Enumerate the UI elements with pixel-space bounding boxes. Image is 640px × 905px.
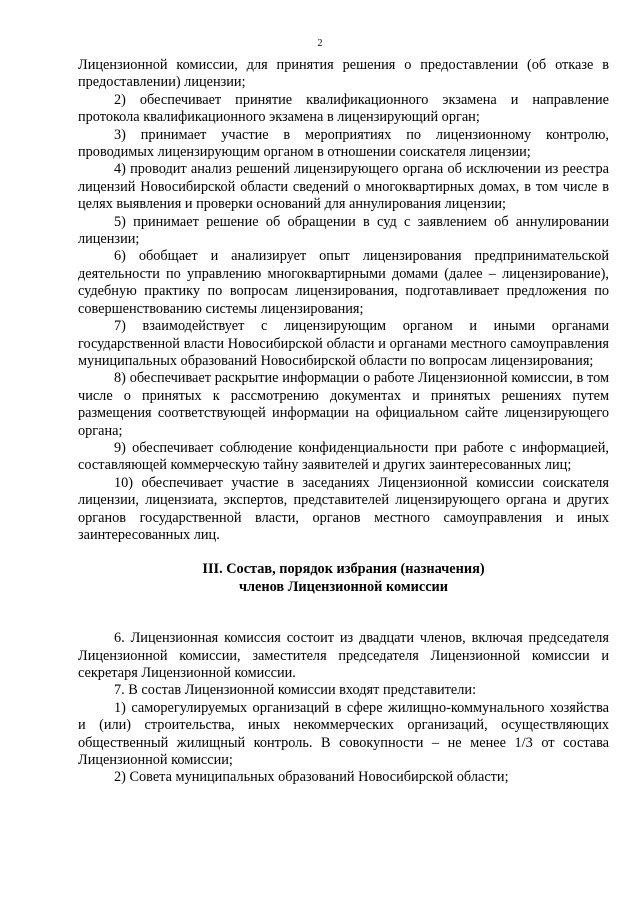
paragraph: 6) обобщает и анализирует опыт лицензирования предпринимательской деятельности по управлению многоквартирными домами (далее – лицензирование), судебную практику по вопросам лицензирования, подготавливает предложения по совершенствованию системы лицензирования; bbox=[78, 248, 609, 317]
paragraph: 5) принимает решение об обращении в суд с заявлением об аннулировании лицензии; bbox=[78, 213, 609, 248]
paragraph: 2) Совета муниципальных образований Новосибирской области; bbox=[114, 769, 509, 786]
paragraph: 8) обеспечивает раскрытие информации о работе Лицензионной комиссии, в том числе о принятых к рассмотрению документах и принятых решениях путем размещения соответствующей информации на официальном сайте лицензирующего органа; bbox=[78, 370, 609, 439]
paragraph: 3) принимает участие в мероприятиях по лицензионному контролю, проводимых лицензирующим органом в отношении соискателя лицензии; bbox=[78, 126, 609, 161]
section-heading bbox=[78, 561, 609, 596]
paragraph: 6. Лицензионная комиссия состоит из двадцати членов, включая председателя Лицензионной комиссии, заместителя председателя Лицензионной комиссии и секретаря Лицензионной комиссии. bbox=[78, 630, 609, 681]
paragraph: 2) обеспечивает принятие квалификационного экзамена и направление протокола квалификационного экзамена в лицензирующий орган; bbox=[78, 91, 609, 126]
paragraph: 7) взаимодействует с лицензирующим органом и иными органами государственной власти Новосибирской области и органами местного самоуправления муниципальных образований Новосибирской области по вопросам лицензирования; bbox=[78, 318, 609, 369]
paragraph: 10) обеспечивает участие в заседаниях Лицензионной комиссии соискателя лицензии, лицензиата, экспертов, представителей лицензирующего органа и других органов государственной власти, органов местного самоуправления и иных заинтересованных лиц. bbox=[78, 474, 609, 543]
paragraph: 9) обеспечивает соблюдение конфиденциальности при работе с информацией, составляющей коммерческую тайну заявителей и других заинтересованных лиц; bbox=[78, 439, 609, 474]
paragraph: Лицензионной комиссии, для принятия решения о предоставлении (об отказе в предоставлении) лицензии; bbox=[78, 57, 609, 91]
paragraph: 1) саморегулируемых организаций в сфере жилищно-коммунального хозяйства и (или) строительства, иных некоммерческих организаций, осуществляющих общественный жилищный контроль. В совокупности – не менее 1/3 от состава Лицензионной комиссии; bbox=[78, 699, 609, 769]
paragraph: 7. В состав Лицензионной комиссии входят представители: bbox=[114, 682, 477, 699]
section-heading-line-1: III. Состав, порядок избрания (назначения) bbox=[202, 561, 485, 578]
page-number: 2 bbox=[317, 38, 323, 49]
paragraph-list-top bbox=[78, 57, 609, 544]
paragraph-list-bottom bbox=[78, 630, 609, 787]
paragraph: 4) проводит анализ решений лицензирующего органа об исключении из реестра лицензий Новосибирской области сведений о многоквартирных домах, в том числе в целях выявления и проверки оснований для аннулирования лицензии; bbox=[78, 161, 609, 213]
document-body bbox=[78, 57, 609, 787]
section-heading-line-2: членов Лицензионной комиссии bbox=[238, 578, 449, 595]
